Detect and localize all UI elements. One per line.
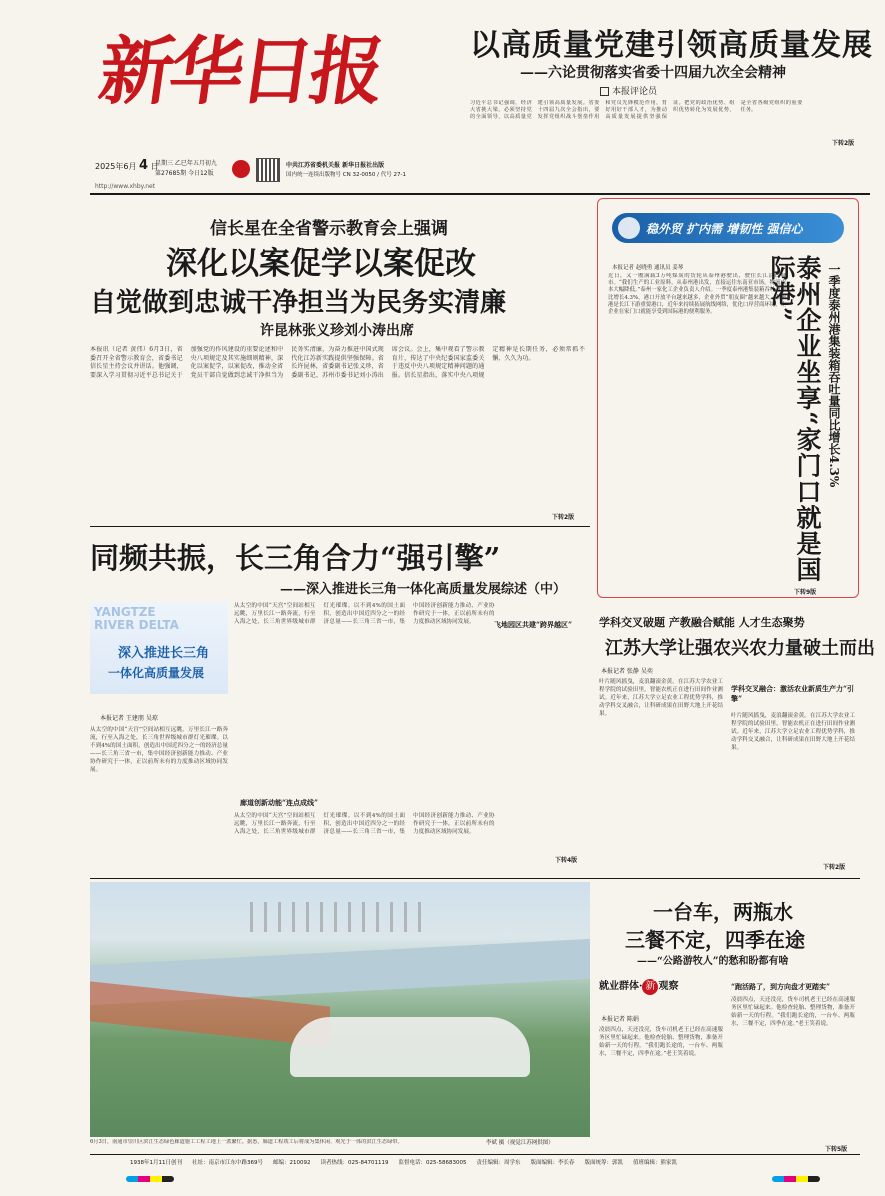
section-rule-1 (90, 526, 590, 527)
footer-item: 监督电话：025-58683005 (398, 1160, 467, 1166)
series-tag-right: 观察 (658, 981, 679, 992)
headline2-section (90, 530, 590, 875)
right-mid-byline: 本报记者 张静 吴奕 (601, 668, 653, 675)
weekday: 星期三 乙巳年五月初九 (155, 160, 217, 167)
photo-credit: 李斌 摄（视觉江苏网供图） (486, 1140, 554, 1146)
headline1-more-link[interactable]: 下转2版 (552, 514, 575, 521)
ytd-graphic-cn-line1: 深入推进长三角 (118, 646, 210, 661)
news-photo (90, 882, 590, 1137)
headline2-byline: 本报记者 王建朋 吴琼 (100, 715, 158, 722)
series-tag-left: 就业群体· (599, 981, 643, 992)
headline2-subheading2: 飞地园区共建“跨界越区” (494, 620, 573, 629)
right-bottom-body: 凌晨四点，天还没亮，货车司机老王已经在高速服务区里忙碌起来。他检查轮胎、整理货物，准备开始新一天的行程。“我们跑长途的，一台车、两瓶水，三餐不定，四季在途。”老王笑着说。 (599, 1027, 723, 1057)
headline1-title-line1: 深化以案促学以案促改 (166, 246, 476, 282)
sidebar-byline: 本报记者 赵晓勇 通讯员 姜琴 (612, 265, 684, 271)
publisher-line1: 中共江苏省委机关报 新华日报社出版 (286, 162, 385, 169)
date-day: 2025年6月 (95, 162, 137, 171)
lead-title: 以高质量党建引领高质量发展 (470, 28, 873, 63)
right-bottom-title-line1: 一台车，两瓶水 (653, 900, 793, 924)
right-bottom-title-line2: 三餐不定，四季在途 (625, 928, 805, 952)
publisher-line2: 国内统一连续出版物号 CN 32-0050 / 代号 27-1 (286, 172, 407, 178)
sidebar-body: 近日，又一艘满载3万吨煤炭的货轮从泰州港驶出，驶往长江沿线城市。“我们生产的工业原料，从泰州港出发，直接运往东南亚市场，物流成本大幅降低。”泰州一家化工企业负责人介绍。一季度泰州港集装箱吞吐量同比增长4.3%，港口开放平台越来越多，企业外贸“朋友圈”越来越大。泰州港是长江下游重要港口，近年来持续拓展航线网络，优化口岸营商环境，让企业在家门口就能享受到国际港的便利服务。 (608, 273, 786, 316)
qr-code-icon (256, 158, 280, 182)
registration-marks-left (126, 1176, 174, 1182)
lead-more-link[interactable]: 下转2版 (832, 140, 855, 147)
right-mid-section (597, 604, 875, 874)
right-mid-kicker: 学科交叉破题 产教融合赋能 人才生态聚势 (599, 616, 805, 629)
headline2-body-lower: 从太空的中国“天宫”空间站相互远眺，万里长江一路奔流，行至入海之处，长三角世界级城市群灯光璀璨。以不到4%的国土面积，创造出中国近四分之一的经济总量——长三角三省一市，集中国经济创新能力推动、产业协作研究于一体，正以前所未有的力度推动区域协同发展。 (234, 813, 495, 835)
headline1-section (90, 198, 590, 523)
sidebar-more-link[interactable]: 下转9版 (794, 589, 817, 596)
building-shape (290, 1017, 530, 1077)
sidebar-title: 泰州企业坐享“家门口就是国际港” (767, 255, 822, 583)
ytd-graphic (90, 602, 228, 694)
lead-byline-text: 本报评论员 (612, 87, 658, 97)
right-bottom-section (597, 882, 859, 1152)
issue-number: 第27685期 今日12版 (155, 170, 214, 177)
headline1-subtitle: 许昆林张义珍刘小涛出席 (260, 323, 414, 339)
series-tag (599, 974, 723, 1002)
sidebar-banner-text: 稳外贸 扩内需 增韧性 强信心 (646, 222, 803, 236)
headline2-more-link[interactable]: 下转4版 (555, 857, 578, 864)
ytd-graphic-en: YANGTZE RIVER DELTA (94, 605, 179, 632)
cranes-shape (250, 902, 430, 932)
right-mid-title: 江苏大学让强农兴农力量破土而出 (605, 638, 875, 659)
footer-item: 责任编辑：周学东 (476, 1160, 521, 1166)
lead-byline (600, 84, 657, 97)
headline2-subtitle: ——深入推进长三角一体化高质量发展综述（中） (280, 582, 567, 597)
headline1-kicker: 信长星在全省警示教育会上强调 (210, 219, 448, 239)
right-bottom-subheading: “跑活路了，到方向盘才更踏实” (731, 982, 831, 991)
footer-item: 社址：南京市江东中路369号 (192, 1160, 263, 1166)
website: http://www.xhby.net (95, 183, 156, 190)
sidebar-side-note: 一季度泰州港集装箱吞吐量同比增长4.3% (827, 263, 841, 488)
headline1-title-line2: 自觉做到忠诚干净担当为民务实清廉 (90, 288, 507, 318)
right-bottom-more-link[interactable]: 下转5版 (825, 1146, 848, 1153)
lead-subtitle: ——六论贯彻落实省委十四届九次全会精神 (520, 65, 786, 81)
checkbox-icon (600, 87, 609, 96)
footer-item: 版面统筹：郭凯 (584, 1160, 624, 1166)
footer-item: 邮编：210092 (273, 1160, 311, 1166)
headline2-body: 从太空的中国“天宫”空间站相互远眺，万里长江一路奔流，行至入海之处，长三角世界级城市群灯光璀璨。以不到4%的国土面积，创造出中国近四分之一的经济总量——长三角三省一市，集中国经济创新能力推动、产业协作研究于一体，正以前所未有的力度推动区域协同发展。 (90, 727, 228, 773)
right-mid-body: 叶片随风摇曳，麦浪翻滚金黄。在江苏大学农业工程学院的试验田里，智能农机正在进行田间作业测试。近年来，江苏大学立足农业工程优势学科，推动学科交叉融合，让科研成果在田野大地上开花结果。 (599, 679, 723, 717)
lead-body: 习近平总书记强调，经济大省挑大梁，必须坚持党的全面领导，以高质量党建引领高质量发展。省委十四届九次全会指出，要发挥党组织战斗堡垒作用和党员先锋模范作用，育好用好干部人才，为推动高质量发展提供坚强保证。把党的政治优势、组织优势转化为发展优势，是全省各级党组织的重要任务。 (470, 100, 803, 120)
headline1-body: 本报讯（记者 黄伟）6月3日，省委召开全省警示教育会，省委书记信长星主持会议并讲话。他强调，要深入学习贯彻习近平总书记关于加强党的作风建设的重要论述和中央八项规定及其实施细则精神，深化以案促学，以案促改，推动全省党员干部自觉做到忠诚干净担当为民务实清廉，为奋力推进中国式现代化江苏新实践提供坚强保障。省长许昆林，省委副书记张义珍，省委副书记、苏州市委书记刘小涛出席会议。会上，集中观看了警示教育片，传达了中央纪委国家监委关于违反中央八项规定精神问题的通报。信长星指出，落实中央八项规定精神是长期任务，必须常抓不懈、久久为功。 (90, 346, 585, 379)
seal-logo-icon (232, 160, 250, 178)
registration-marks-right (772, 1176, 820, 1182)
right-bottom-body-cont: 凌晨四点，天还没亮，货车司机老王已经在高速服务区里忙碌起来。他检查轮胎、整理货物，准备开始新一天的行程。“我们跑长途的，一台车、两瓶水，三餐不定，四季在途。”老王笑着说。 (731, 997, 855, 1027)
right-bottom-subtitle: ——“公路游牧人”的愁和盼都有啥 (637, 956, 789, 967)
sidebar-banner (612, 213, 844, 243)
sidebar-box (597, 198, 859, 598)
footer-item: 值班编辑：熊家凯 (633, 1160, 678, 1166)
headline2-title: 同频共振，长三角合力“强引擎” (90, 541, 501, 575)
footer-rule (90, 1154, 860, 1155)
date-num: 4 (139, 158, 149, 173)
right-bottom-byline: 本报记者 陈娟 (601, 1016, 639, 1023)
date-unit: 日 (150, 162, 159, 171)
masthead-rule (90, 193, 870, 195)
newspaper-logo: 新华日报 (93, 29, 387, 115)
footer-item: 读者热线：025-84701119 (320, 1160, 389, 1166)
section-rule-2 (90, 878, 860, 879)
masthead (0, 0, 885, 200)
globe-icon (618, 217, 640, 239)
footer-bar (130, 1158, 860, 1168)
photo-caption: 6月3日，南通市崇川区滨江生态绿色廊道施工工程工地上一派繁忙。据悉，廊道工程竣工后将成为集休闲、观光于一体的滨江生态绿带。 (90, 1139, 403, 1145)
series-tag-mid: 新 (642, 979, 658, 995)
headline2-subheading1: 廊道创新动能“连点成线” (240, 798, 319, 807)
ytd-graphic-cn-line2: 一体化高质量发展 (108, 666, 205, 680)
right-mid-body-cont: 叶片随风摇曳，麦浪翻滚金黄。在江苏大学农业工程学院的试验田里，智能农机正在进行田间作业测试。近年来，江苏大学立足农业工程优势学科，推动学科交叉融合，让科研成果在田野大地上开花结果。 (731, 713, 855, 751)
right-mid-more-link[interactable]: 下转2版 (823, 864, 846, 871)
right-mid-subheading: 学科交叉融合：激活农业新质生产力“引擎” (731, 684, 855, 703)
footer-item: 1938年1月11日创刊 (130, 1160, 182, 1166)
headline2-body-cont: 从太空的中国“天宫”空间站相互远眺，万里长江一路奔流，行至入海之处，长三角世界级城市群灯光璀璨。以不到4%的国土面积，创造出中国近四分之一的经济总量——长三角三省一市，集中国经济创新能力推动、产业协作研究于一体，正以前所未有的力度推动区域协同发展。 (234, 603, 495, 625)
footer-item: 版面编辑：李长春 (530, 1160, 575, 1166)
